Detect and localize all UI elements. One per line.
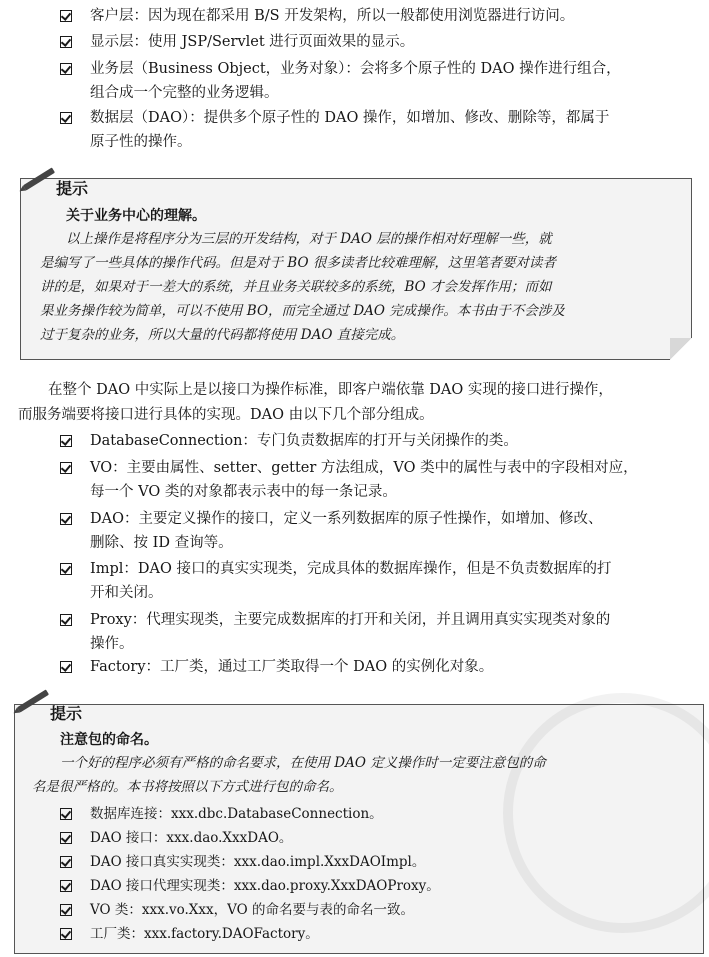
checkbox-icon <box>60 928 72 940</box>
checkbox-icon <box>60 856 72 868</box>
tip-text-line: 是编写了一些具体的操作代码。但是对于 BO 很多读者比较难理解，这里笔者要对读者 <box>40 255 556 271</box>
list-item-text: 操作。 <box>90 636 134 652</box>
list-item-text: 数据库连接：xxx.dbc.DatabaseConnection。 <box>90 806 383 822</box>
list-item-text: 原子性的操作。 <box>90 134 192 150</box>
checkbox-icon <box>60 563 72 575</box>
checkbox-icon <box>60 614 72 626</box>
list-item-text: 组合成一个完整的业务逻辑。 <box>90 85 279 101</box>
tip-title: 关于业务中心的理解。 <box>66 208 206 224</box>
paragraph-line: 在整个 DAO 中实际上是以接口为操作标准，即客户端依靠 DAO 实现的接口进行操作， <box>48 382 613 398</box>
tip-text-line: 名是很严格的。本书将按照以下方式进行包的命名。 <box>32 779 343 795</box>
checkbox-icon <box>60 904 72 916</box>
list-item-text: Proxy：代理实现类，主要完成数据库的打开和关闭，并且调用真实实现类对象的 <box>90 612 611 628</box>
checkbox-icon <box>60 10 72 22</box>
tip-title: 注意包的命名。 <box>60 732 158 748</box>
checkbox-icon <box>60 462 72 474</box>
list-item-text: Factory：工厂类，通过工厂类取得一个 DAO 的实例化对象。 <box>90 659 494 675</box>
tip-header: 提示 <box>50 704 83 723</box>
tip-text-line: 以上操作是将程序分为三层的开发结构，对于 DAO 层的操作相对好理解一些，就 <box>66 231 552 247</box>
list-item-text: Impl：DAO 接口的真实实现类，完成具体的数据库操作，但是不负责数据库的打 <box>90 561 612 577</box>
checkbox-icon <box>60 513 72 525</box>
list-item-text: DatabaseConnection：专门负责数据库的打开与关闭操作的类。 <box>90 433 518 449</box>
list-item-text: 开和关闭。 <box>90 585 163 601</box>
list-item-text: VO 类：xxx.vo.Xxx，VO 的命名要与表的命名一致。 <box>90 902 415 918</box>
checkbox-icon <box>60 36 72 48</box>
list-item-text: 删除、按 ID 查询等。 <box>90 535 233 551</box>
list-item-text: DAO 接口：xxx.dao.XxxDAO。 <box>90 830 293 846</box>
list-item-text: DAO：主要定义操作的接口，定义一系列数据库的原子性操作，如增加、修改、 <box>90 511 603 527</box>
checkbox-icon <box>60 63 72 75</box>
tip-text-line: 果业务操作较为简单，可以不使用 BO，而完全通过 DAO 完成操作。本书由于不会涉及 <box>40 303 565 319</box>
list-item-text: 每一个 VO 类的对象都表示表中的每一条记录。 <box>90 484 397 500</box>
checkbox-icon <box>60 435 72 447</box>
tip-header: 提示 <box>56 179 89 198</box>
list-item-text: 客户层：因为现在都采用 B/S 开发架构，所以一般都使用浏览器进行访问。 <box>90 8 575 24</box>
list-item-text: 工厂类：xxx.factory.DAOFactory。 <box>90 926 319 942</box>
checkbox-icon <box>60 112 72 124</box>
list-item-text: DAO 接口代理实现类：xxx.dao.proxy.XxxDAOProxy。 <box>90 878 440 894</box>
list-item-text: VO：主要由属性、setter、getter 方法组成，VO 类中的属性与表中的字段相对应， <box>90 460 638 476</box>
tip-text-line: 一个好的程序必须有严格的命名要求，在使用 DAO 定义操作时一定要注意包的命 <box>60 755 546 771</box>
tip-text-line: 讲的是，如果对于一差大的系统，并且业务关联较多的系统，BO 才会发挥作用；而如 <box>40 279 552 295</box>
checkbox-icon <box>60 880 72 892</box>
checkbox-icon <box>60 661 72 673</box>
checkbox-icon <box>60 808 72 820</box>
tip-text-line: 过于复杂的业务，所以大量的代码都将使用 DAO 直接完成。 <box>40 327 405 343</box>
list-item-text: 业务层（Business Object，业务对象）：会将多个原子性的 DAO 操作进行组合， <box>90 61 621 77</box>
watermark <box>503 693 709 933</box>
checkbox-icon <box>60 832 72 844</box>
list-item-text: DAO 接口真实实现类：xxx.dao.impl.XxxDAOImpl。 <box>90 854 426 870</box>
page-fold-corner <box>670 338 692 360</box>
list-item-text: 数据层（DAO）：提供多个原子性的 DAO 操作，如增加、修改、删除等，都属于 <box>90 110 610 126</box>
list-item-text: 显示层：使用 JSP/Servlet 进行页面效果的显示。 <box>90 34 415 50</box>
paragraph-line: 而服务端要将接口进行具体的实现。DAO 由以下几个部分组成。 <box>18 407 434 423</box>
